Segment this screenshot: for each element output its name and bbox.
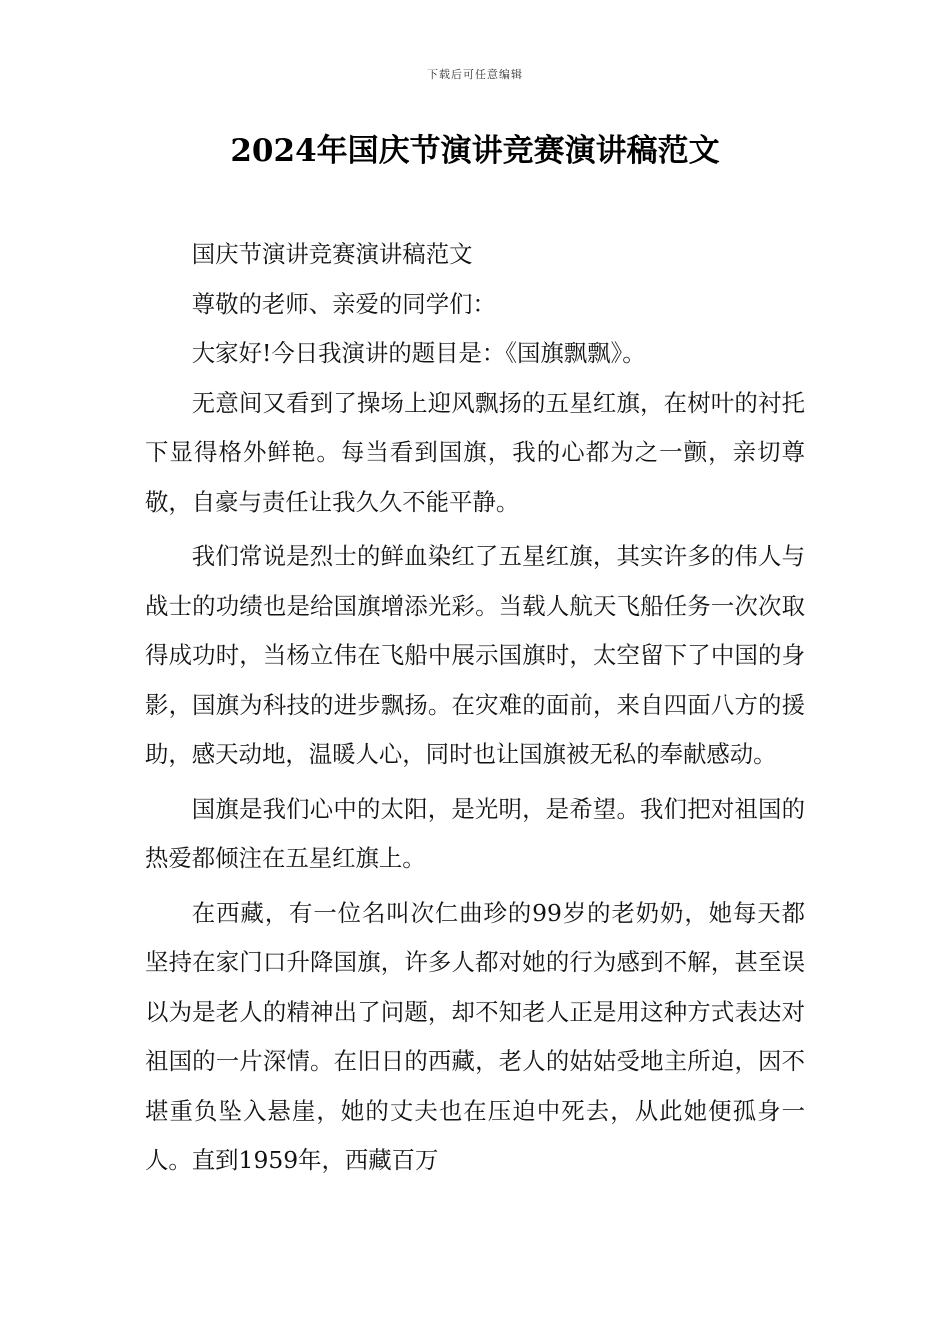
document-body: [145, 230, 805, 1186]
paragraph-greeting: 大家好!今日我演讲的题目是：《国旗飘飘》。: [191, 339, 646, 367]
document-title: 2024年国庆节演讲竞赛演讲稿范文: [230, 133, 720, 169]
paragraph-body: 在西藏，有一位名叫次仁曲珍的99岁的老奶奶，她每天都坚持在家门口升降国旗，许多人都对她的行为感到不解，甚至误以为是老人的精神出了问题，却不知老人正是用这种方式表达对祖国的一片深情。在旧日的西藏，老人的姑姑受地主所迫，因不堪重负坠入悬崖，她的丈夫也在压迫中死去，从此她便孤身一人。直到1959年，西藏百万: [145, 898, 805, 1174]
paragraph-subtitle: 国庆节演讲竞赛演讲稿范文: [191, 240, 473, 268]
header-note: 下载后可任意编辑: [427, 68, 523, 81]
paragraph-body: 国旗是我们心中的太阳，是光明，是希望。我们把对祖国的热爱都倾注在五星红旗上。: [145, 794, 805, 872]
paragraph-body: 无意间又看到了操场上迎风飘扬的五星红旗，在树叶的衬托下显得格外鲜艳。每当看到国旗，我的心都为之一颤，亲切尊敬，自豪与责任让我久久不能平静。: [145, 388, 805, 516]
paragraph-salutation: 尊敬的老师、亲爱的同学们：: [191, 289, 496, 318]
paragraph-body: 我们常说是烈士的鲜血染红了五星红旗，其实许多的伟人与战士的功绩也是给国旗增添光彩。当载人航天飞船任务一次次取得成功时，当杨立伟在飞船中展示国旗时，太空留下了中国的身影，国旗为科技的进步飘扬。在灾难的面前，来自四面八方的援助，感天动地，温暖人心，同时也让国旗被无私的奉献感动。: [145, 542, 805, 768]
